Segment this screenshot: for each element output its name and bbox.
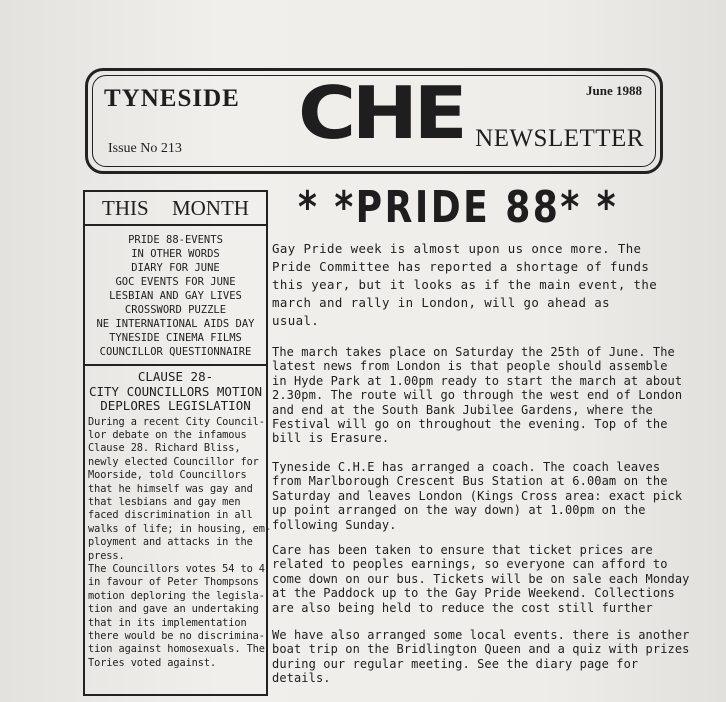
- clause-body: [85, 414, 271, 671]
- clause-heading-line: DEPLORES LEGISLATION: [100, 398, 251, 413]
- article-line: come down on our bus. Tickets will be on sale each Monday: [272, 571, 690, 586]
- clause-line: The Councillors votes 54 to 4: [88, 562, 265, 575]
- article-line: are also being held to reduce the cost still further: [272, 600, 653, 615]
- article-line: 2.30pm. The route will go through the west end of London: [272, 388, 683, 403]
- article-line: Festival will go on throughout the evening. Top of the: [272, 417, 668, 432]
- article-line: We have also arranged some local events. there is another: [272, 628, 690, 642]
- article-line: from Marlborough Crescent Bus Station at 6.00am on the: [272, 474, 668, 489]
- article-line: details.: [272, 671, 331, 686]
- this-month-heading: THIS MONTH: [85, 192, 266, 226]
- article-line: boat trip on the Bridlington Queen and a quiz with prizes: [272, 642, 690, 657]
- article-line: in Hyde Park at 1.00pm ready to start the march at about: [272, 373, 683, 388]
- masthead: [85, 68, 663, 174]
- pride-88-headline: * *PRIDE 88* *: [298, 182, 619, 233]
- article-line: Saturday and leaves London (Kings Cross area: exact pick: [272, 488, 683, 503]
- article-paragraph-3: [272, 460, 692, 532]
- clause-heading: [85, 366, 266, 414]
- contents-item: IN OTHER WORDS: [131, 248, 220, 260]
- clause-line: lor debate on the infamous: [88, 428, 247, 441]
- contents-item: LESBIAN AND GAY LIVES: [109, 290, 242, 302]
- contents-item: TYNESIDE CINEMA FILMS: [109, 332, 242, 344]
- article-line: following Sunday.: [272, 517, 397, 532]
- article-line: Care has been taken to ensure that ticket prices are: [272, 543, 653, 557]
- che-logo: CHE: [298, 71, 464, 155]
- issue-number: Issue No 213: [108, 141, 182, 156]
- clause-line: tion and gave an undertaking: [88, 603, 259, 616]
- article-line: during our regular meeting. See the diary page for: [272, 656, 639, 671]
- contents-item: CROSSWORD PUZZLE: [124, 304, 227, 316]
- contents-item: PRIDE 88-EVENTS: [128, 234, 223, 246]
- article-line: bill is Erasure.: [272, 431, 390, 446]
- clause-line: Tories voted against.: [88, 656, 217, 669]
- masthead-left-title: TYNESIDE: [104, 85, 240, 112]
- clause-heading-line: CITY COUNCILLORS MOTION: [88, 383, 263, 399]
- clause-line: newly elected Councillor for: [88, 455, 259, 468]
- clause-line: tion against homosexuals. The: [88, 643, 265, 656]
- article-line: usual.: [272, 313, 320, 328]
- article-line: Pride Committee has reported a shortage of funds: [272, 259, 650, 274]
- article-line: march and rally in London, will go ahead as: [272, 295, 610, 310]
- masthead-right-title: NEWSLETTER: [475, 125, 644, 152]
- article-line: latest news from London is that people should assemble: [272, 359, 668, 374]
- article-paragraph-5: [272, 628, 692, 686]
- clause-line: walks of life; in housing, em-: [88, 522, 271, 535]
- article-line: up point arranged on the way down) at 1.00pm on the: [272, 503, 646, 518]
- article-line: and end at the South Bank Jubilee Gardens, where the: [272, 402, 653, 417]
- article-line: this year, but it looks as if the main event, the: [272, 277, 658, 292]
- article-line: at the Paddock up to the Gay Pride Weekend. Collections: [272, 586, 675, 601]
- sidebar-box: [83, 190, 271, 696]
- clause-line: faced discrimination in all: [88, 509, 253, 522]
- article-paragraph-2: [272, 345, 692, 446]
- issue-date: June 1988: [586, 83, 642, 98]
- clause-line: that lesbians and gay men: [88, 495, 241, 508]
- contents-list: [85, 226, 266, 366]
- clause-line: that he himself was gay and: [88, 482, 253, 495]
- clause-heading-line: CLAUSE 28-: [137, 369, 214, 384]
- clause-line: ployment and attacks in the: [88, 536, 253, 549]
- clause-line: there would be no discrimina-: [88, 630, 265, 642]
- contents-item: COUNCILLOR QUESTIONNAIRE: [99, 346, 252, 358]
- clause-line: Moorside, told Councillors: [88, 469, 247, 482]
- clause-line: press.: [88, 549, 125, 562]
- contents-item: DIARY FOR JUNE: [131, 262, 220, 274]
- article-line: Gay Pride week is almost upon us once more. The: [272, 241, 642, 256]
- clause-line: that in its implementation: [88, 616, 247, 629]
- contents-item: NE INTERNATIONAL AIDS DAY: [96, 318, 255, 330]
- article-line: Tyneside C.H.E has arranged a coach. The coach leaves: [272, 460, 661, 474]
- contents-item: GOC EVENTS FOR JUNE: [115, 276, 236, 288]
- clause-line: During a recent City Council-: [88, 415, 265, 428]
- clause-line: Clause 28. Richard Bliss,: [88, 442, 241, 455]
- clause-line: motion deploring the legisla-: [88, 589, 265, 602]
- article-line: related to peoples earnings, so everyone can afford to: [272, 557, 668, 572]
- article-paragraph-4: [272, 543, 692, 615]
- article-line: The march takes place on Saturday the 25th of June. The: [272, 345, 675, 359]
- article-paragraph-1: [272, 240, 692, 330]
- clause-line: in favour of Peter Thompsons: [88, 576, 259, 589]
